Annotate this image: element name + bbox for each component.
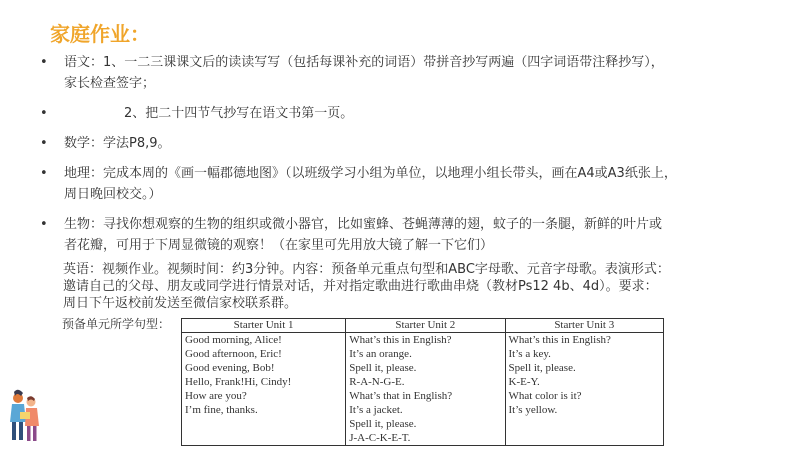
table-cell-unit-3	[505, 333, 663, 446]
cell-line: How are you?	[185, 390, 247, 402]
table-cell-unit-1	[182, 333, 346, 446]
page-title: 家庭作业：	[50, 22, 150, 46]
list-item-chinese-1	[40, 52, 760, 94]
cell-line: Good morning, Alice!	[185, 334, 282, 346]
list-item-line: 2、把二十四节气抄写在语文书第一页。	[124, 106, 354, 121]
cell-line: What’s this in English?	[508, 334, 611, 346]
cell-line: It’s yellow.	[508, 404, 558, 416]
list-item-line: 数学：学法P8,9。	[64, 136, 171, 151]
cell-line: It’s a jacket.	[349, 404, 403, 416]
cell-line: Spell it, please.	[349, 418, 417, 430]
cell-line: Good afternoon, Eric!	[185, 348, 282, 360]
bullet-icon: •	[40, 106, 48, 121]
table-row	[182, 333, 664, 446]
cell-line: K-E-Y.	[508, 376, 540, 388]
sentence-pattern-table	[181, 318, 664, 446]
list-item-line: 语文：1、一二三课课文后的读读写写（包括每课补充的词语）带拼音抄写两遍（四字词语带注释抄写），	[64, 55, 664, 70]
table-cell-unit-2	[346, 333, 505, 446]
bullet-icon: •	[40, 217, 48, 232]
english-line: 周日下午返校前发送至微信家校联系群。	[63, 296, 298, 311]
english-homework	[63, 261, 763, 312]
bullet-icon: •	[40, 166, 48, 181]
bullet-icon: •	[40, 136, 48, 151]
table-header-row	[182, 319, 664, 333]
list-item-biology	[40, 214, 760, 256]
list-item-line: 周日晚回校交。）	[64, 187, 162, 202]
cell-line: Spell it, please.	[349, 362, 417, 374]
list-item-line: 家长检查签字；	[64, 76, 156, 91]
table-header: Starter Unit 1	[182, 319, 346, 333]
cell-line: Spell it, please.	[508, 362, 576, 374]
list-item-math	[40, 133, 760, 154]
list-item-geography	[40, 163, 760, 205]
table-header: Starter Unit 3	[505, 319, 663, 333]
cell-line: What’s this in English?	[349, 334, 452, 346]
cell-line: It’s an orange.	[349, 348, 412, 360]
english-line: 英语：视频作业。视频时间：约3分钟。内容：预备单元重点句型和ABC字母歌、元音字母歌。表演形式：	[63, 262, 670, 277]
list-item-line: 生物：寻找你想观察的生物的组织或微小器官，比如蜜蜂、苍蝇薄薄的翅，蚊子的一条腿，新鲜的叶片或	[64, 217, 663, 232]
cell-line: Hello, Frank!Hi, Cindy!	[185, 376, 292, 388]
table-header: Starter Unit 2	[346, 319, 505, 333]
cell-line: It’s a key.	[508, 348, 551, 360]
bullet-icon: •	[40, 55, 48, 70]
cell-line: What color is it?	[508, 390, 582, 402]
list-item-chinese-2	[40, 103, 760, 124]
english-line: 邀请自己的父母、朋友或同学进行情景对话，并对指定歌曲进行歌曲串烧（教材Ps12 4b、4d）。要求：	[63, 279, 658, 294]
homework-list	[40, 52, 760, 265]
cell-line: Good evening, Bob!	[185, 362, 275, 374]
list-item-line: 地理：完成本周的《画一幅郡德地图》（以班级学习小组为单位，以地理小组长带头，画在A4或A3纸张上，	[64, 166, 677, 181]
table-label: 预备单元所学句型：	[62, 317, 171, 331]
cell-line: What’s that in English?	[349, 390, 453, 402]
cell-line: J-A-C-K-E-T.	[349, 432, 411, 444]
list-item-line: 者花瓣，可用于下周显微镜的观察！（在家里可先用放大镜了解一下它们）	[64, 238, 494, 253]
students-illustration-icon	[6, 388, 42, 446]
cell-line: R-A-N-G-E.	[349, 376, 405, 388]
cell-line: I’m fine, thanks.	[185, 404, 258, 416]
